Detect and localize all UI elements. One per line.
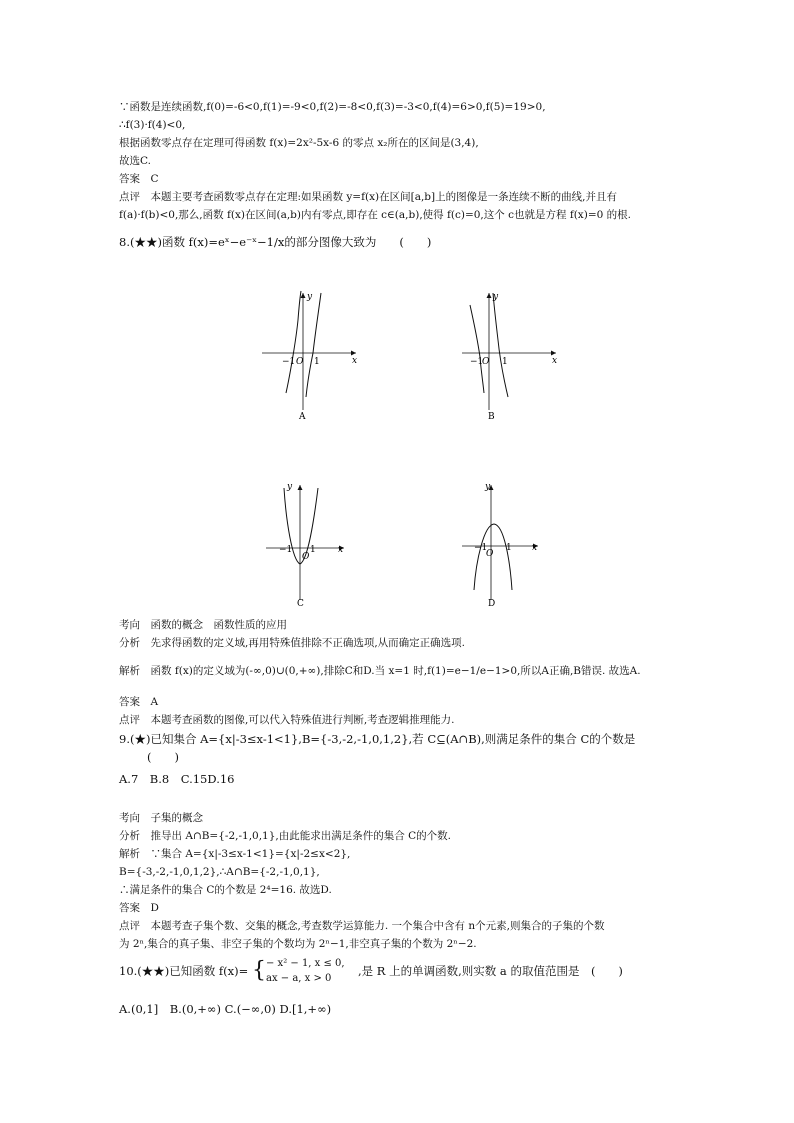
graph-a [258, 285, 368, 425]
solution-line: 解析 函数 f(x)的定义域为(-∞,0)∪(0,+∞),排除C和D.当 x=1 时,f(1)=e−1/e−1>0,所以A正确,B错误. 故选A. [119, 665, 641, 677]
y-label: y [287, 482, 293, 492]
text-line: ∵函数是连续函数,f(0)=-6<0,f(1)=-9<0,f(2)=-8<0,f(3)=-3<0,f(4)=6>0,f(5)=19>0, [119, 101, 546, 113]
topic-line: 考向 函数的概念 函数性质的应用 [119, 619, 287, 631]
tick-1: 1 [502, 357, 508, 367]
tick-1: 1 [314, 357, 320, 367]
y-label: y [493, 292, 499, 302]
comment-line: 为 2ⁿ,集合的真子集、非空子集的个数均为 2ⁿ−1,非空真子集的个数为 2ⁿ−2. [119, 938, 477, 950]
text-line: 根据函数零点存在定理可得函数 f(x)=2x²-5x-6 的零点 x₂所在的区间是(3,4), [119, 137, 479, 149]
question-10-options: A.(0,1] B.(0,+∞) C.(−∞,0) D.[1,+∞) [119, 1002, 332, 1016]
comment-line: 点评 本题主要考查函数零点存在定理:如果函数 y=f(x)在区间[a,b]上的图像是一条连续不断的曲线,并且有 [119, 191, 617, 203]
comment-line: 点评 本题考查函数的图像,可以代入特殊值进行判断,考查逻辑推理能力. [119, 714, 455, 726]
graph-label: D [488, 599, 496, 609]
question-8: 8.(★★)函数 f(x)=eˣ−e⁻ˣ−1/x的部分图像大致为 ( ) [119, 235, 432, 249]
question-10-start: 10.(★★)已知函数 f(x)= [119, 964, 249, 978]
graph-d [458, 480, 558, 615]
x-label: x [338, 545, 344, 555]
answer-line: 答案 D [119, 902, 159, 914]
comment-line: 点评 本题考查子集个数、交集的概念,考查数学运算能力. 一个集合中含有 n个元素,则集合的子集的个数 [119, 920, 605, 932]
piecewise-case-2: ax − a, x > 0 [266, 973, 332, 984]
graph-label: A [299, 412, 306, 422]
graph-c [262, 480, 362, 615]
text-line: 故选C. [119, 155, 151, 167]
piecewise-case-1: − x² − 1, x ≤ 0, [266, 958, 345, 969]
x-label: x [352, 356, 358, 366]
answer-line: 答案 C [119, 173, 159, 185]
graph-label: C [297, 599, 304, 609]
tick-1: 1 [506, 543, 512, 553]
analysis-line: 分析 推导出 A∩B={-2,-1,0,1},由此能求出满足条件的集合 C的个数. [119, 830, 451, 842]
origin-label: O [482, 357, 490, 367]
answer-line: 答案 A [119, 696, 159, 708]
x-label: x [532, 543, 538, 553]
question-10-end: ,是 R 上的单调函数,则实数 a 的取值范围是 ( ) [358, 964, 623, 978]
analysis-line: 分析 先求得函数的定义域,再用特殊值排除不正确选项,从而确定正确选项. [119, 637, 466, 649]
comment-line: f(a)·f(b)<0,那么,函数 f(x)在区间(a,b)内有零点,即存在 c∈(a,b),使得 f(c)=0,这个 c也就是方程 f(x)=0 的根. [119, 209, 631, 221]
origin-label: O [486, 549, 494, 559]
tick-neg1: −1 [470, 357, 484, 367]
tick-neg1: −1 [279, 545, 293, 555]
question-9-bracket: ( ) [147, 750, 179, 764]
question-9-options: A.7 B.8 C.15D.16 [119, 772, 235, 786]
question-9: 9.(★)已知集合 A={x|-3≤x-1<1},B={-3,-2,-1,0,1,2},若 C⊆(A∩B),则满足条件的集合 C的个数是 [119, 732, 636, 746]
graph-b [458, 285, 568, 425]
origin-label: O [302, 552, 310, 562]
y-label: y [307, 292, 313, 302]
solution-line: ∴满足条件的集合 C的个数是 2⁴=16. 故选D. [119, 884, 332, 896]
tick-neg1: −1 [474, 543, 488, 553]
topic-line: 考向 子集的概念 [119, 812, 203, 824]
text-line: ∴f(3)·f(4)<0, [119, 119, 186, 131]
origin-label: O [296, 357, 304, 367]
tick-1: 1 [310, 545, 316, 555]
y-label: y [485, 482, 491, 492]
brace: { [252, 958, 266, 983]
solution-line: 解析 ∵集合 A={x|-3≤x-1<1}={x|-2≤x<2}, [119, 848, 351, 860]
solution-line: B={-3,-2,-1,0,1,2},∴A∩B={-2,-1,0,1}, [119, 866, 320, 878]
x-label: x [552, 356, 558, 366]
tick-neg1: −1 [282, 357, 296, 367]
graph-label: B [488, 412, 495, 422]
